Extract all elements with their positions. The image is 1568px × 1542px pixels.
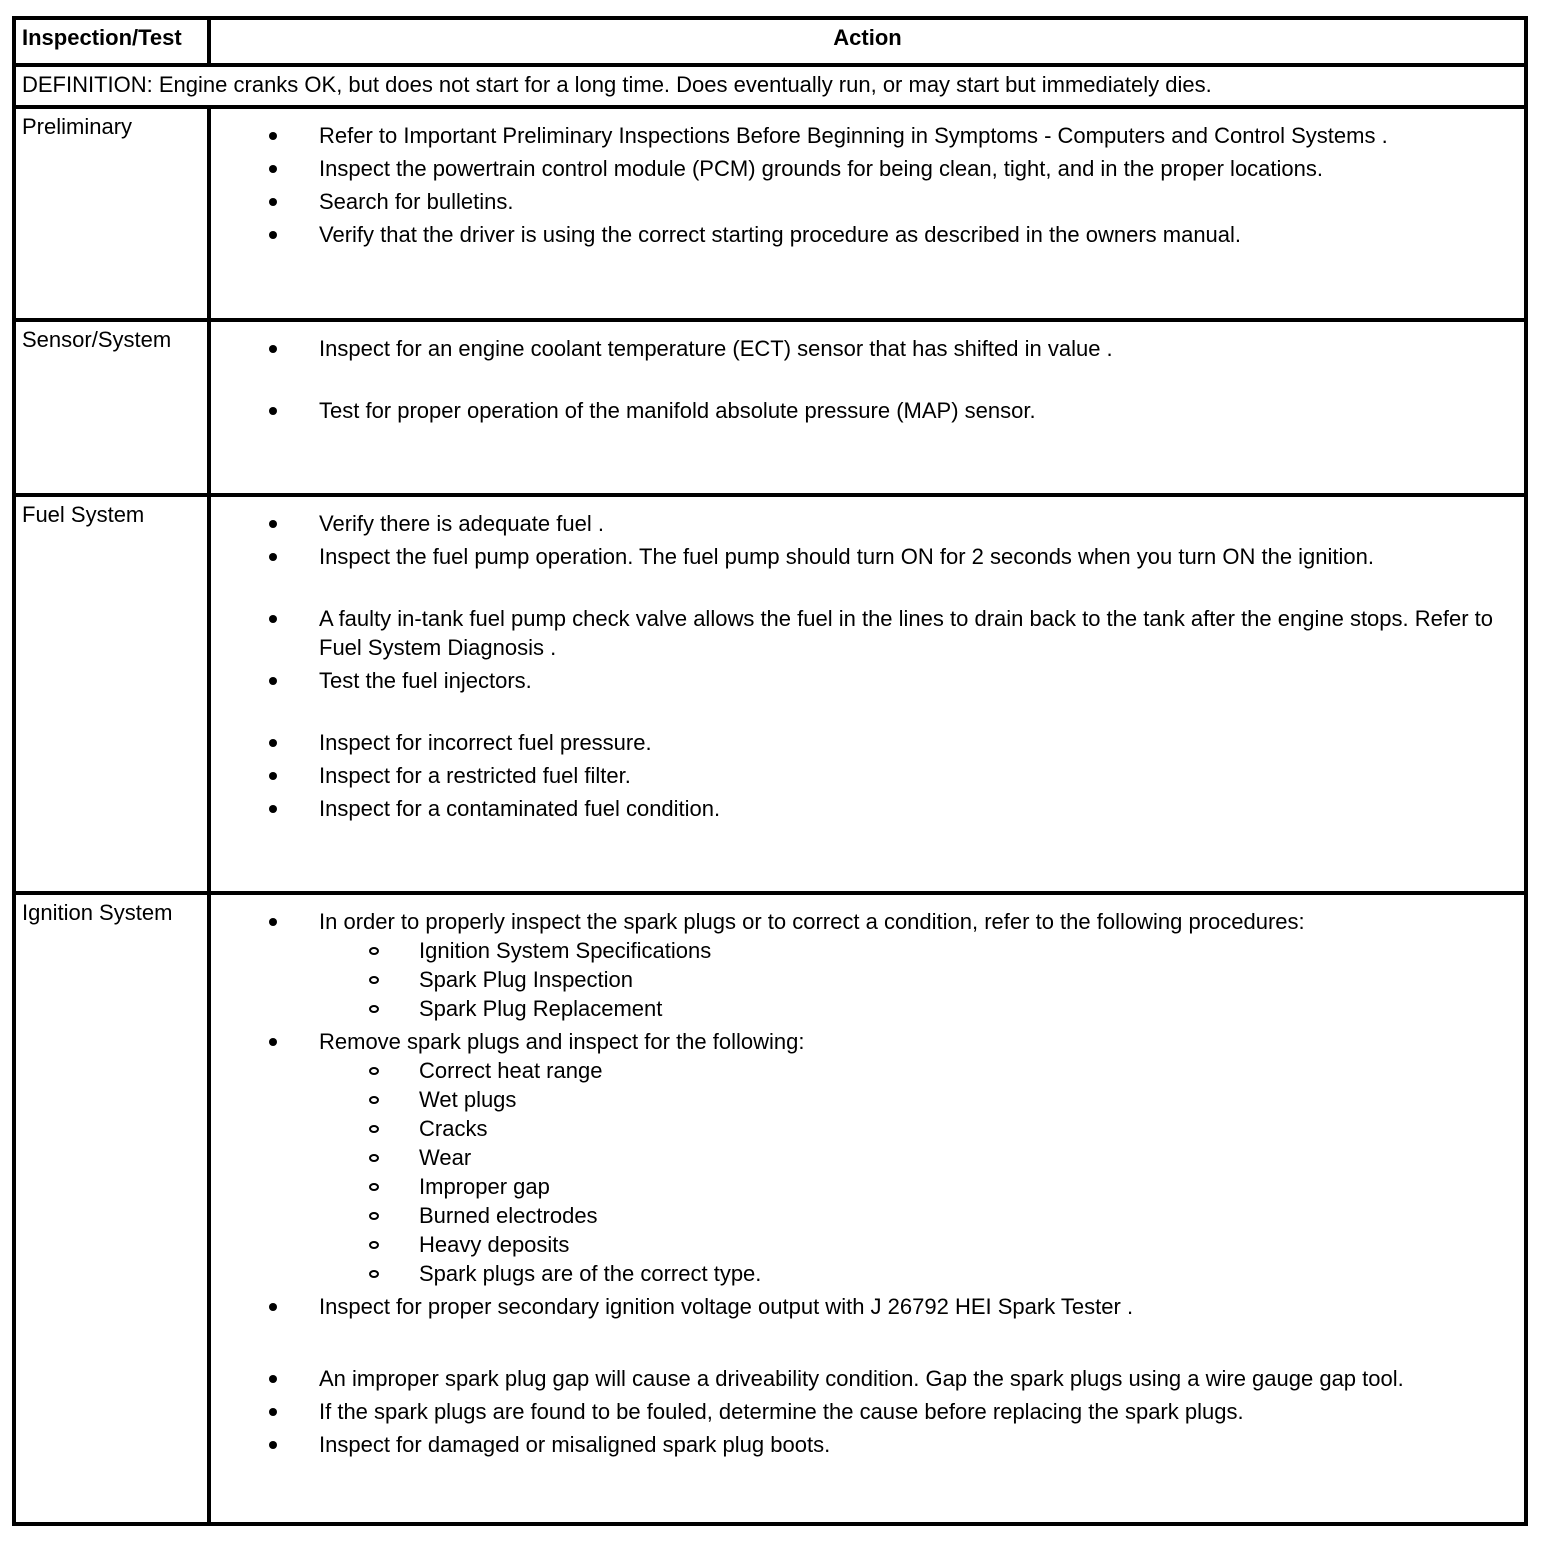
sub-list-item: [319, 1143, 1514, 1172]
list-item-text: In order to properly inspect the spark plugs or to correct a condition, refer to the following procedures:: [319, 909, 1305, 934]
list-item: [211, 604, 1524, 662]
bullet-icon: [269, 615, 277, 623]
bullet-icon: [269, 165, 277, 173]
sub-list-item: [319, 1201, 1514, 1230]
list-item-text: Test the fuel injectors.: [319, 668, 532, 693]
list-item-text: Verify there is adequate fuel .: [319, 511, 604, 536]
list-item: [211, 542, 1524, 571]
bullet-icon: [269, 198, 277, 206]
sub-list-item-text: Heavy deposits: [419, 1232, 570, 1257]
sub-list-item: [319, 1085, 1514, 1114]
list-item: [211, 121, 1524, 150]
fuel-actions: [211, 497, 1524, 891]
list-item: [211, 907, 1524, 1023]
sub-list-item-text: Correct heat range: [419, 1058, 603, 1083]
sub-list-item-text: Spark plugs are of the correct type.: [419, 1261, 762, 1286]
list-item-text: Inspect for a contaminated fuel condition.: [319, 796, 721, 821]
sub-list-item-text: Wear: [419, 1145, 472, 1170]
sensor-system-row: [16, 318, 1524, 493]
list-item-text: If the spark plugs are found to be fouled, determine the cause before replacing the spark plugs.: [319, 1399, 1244, 1424]
list-item: [211, 220, 1524, 249]
procedure-sublist: [319, 936, 1514, 1023]
bullet-icon: [269, 772, 277, 780]
definition-text: DEFINITION: Engine cranks OK, but does not start for a long time. Does eventually run, or may start but immediately dies.: [22, 72, 1212, 97]
list-item-text: Verify that the driver is using the correct starting procedure as described in the owners manual.: [319, 222, 1242, 247]
bullet-icon: [269, 231, 277, 239]
bullet-icon: [269, 520, 277, 528]
circle-bullet-icon: [369, 1067, 379, 1075]
list-item-text: Inspect for an engine coolant temperature (ECT) sensor that has shifted in value .: [319, 336, 1113, 361]
list-item-text: Inspect for damaged or misaligned spark plug boots.: [319, 1432, 831, 1457]
bullet-icon: [269, 805, 277, 813]
list-item: [211, 728, 1524, 757]
circle-bullet-icon: [369, 947, 379, 955]
list-item: [211, 1397, 1524, 1426]
row-label-fuel-system: Fuel System: [16, 497, 211, 891]
bullet-icon: [269, 553, 277, 561]
sub-list-item-text: Ignition System Specifications: [419, 938, 712, 963]
circle-bullet-icon: [369, 976, 379, 984]
sub-list-item-text: Cracks: [419, 1116, 488, 1141]
list-item: [211, 187, 1524, 216]
bullet-icon: [269, 1303, 277, 1311]
sensor-actions: [211, 322, 1524, 493]
bullet-icon: [269, 677, 277, 685]
circle-bullet-icon: [369, 1125, 379, 1133]
circle-bullet-icon: [369, 1212, 379, 1220]
header-inspection-test: Inspection/Test: [16, 20, 211, 63]
bullet-icon: [269, 1441, 277, 1449]
sub-list-item: [319, 1056, 1514, 1085]
list-item-text: Inspect for a restricted fuel filter.: [319, 763, 631, 788]
list-item-text: Remove spark plugs and inspect for the following:: [319, 1029, 805, 1054]
list-item: [211, 1027, 1524, 1288]
circle-bullet-icon: [369, 1270, 379, 1278]
list-item-text: Refer to Important Preliminary Inspections Before Beginning in Symptoms - Computers and Control Systems .: [319, 123, 1388, 148]
definition-row: [16, 63, 1524, 105]
diagnostic-table: [12, 16, 1528, 1526]
row-label-preliminary: Preliminary: [16, 109, 211, 318]
list-item: [211, 1292, 1524, 1321]
bullet-icon: [269, 1375, 277, 1383]
circle-bullet-icon: [369, 1096, 379, 1104]
list-item: [211, 794, 1524, 823]
sub-list-item: [319, 1114, 1514, 1143]
sub-list-item: [319, 1230, 1514, 1259]
list-item-text: Inspect for incorrect fuel pressure.: [319, 730, 652, 755]
sub-list-item: [319, 965, 1514, 994]
sub-list-item-text: Wet plugs: [419, 1087, 517, 1112]
circle-bullet-icon: [369, 1005, 379, 1013]
sub-list-item-text: Improper gap: [419, 1174, 550, 1199]
fuel-system-row: [16, 493, 1524, 891]
bullet-icon: [269, 1038, 277, 1046]
circle-bullet-icon: [369, 1241, 379, 1249]
list-item: [211, 509, 1524, 538]
list-item-text: Test for proper operation of the manifold absolute pressure (MAP) sensor.: [319, 398, 1036, 423]
sub-list-item: [319, 1172, 1514, 1201]
list-item: [211, 154, 1524, 183]
list-item-text: Inspect the fuel pump operation. The fuel pump should turn ON for 2 seconds when you turn ON the ignition.: [319, 544, 1374, 569]
preliminary-row: [16, 105, 1524, 318]
row-label-sensor-system: Sensor/System: [16, 322, 211, 493]
list-item: [211, 1364, 1524, 1393]
ignition-system-row: [16, 891, 1524, 1522]
preliminary-actions: [211, 109, 1524, 318]
list-item: [211, 761, 1524, 790]
list-item: [211, 1430, 1524, 1459]
circle-bullet-icon: [369, 1183, 379, 1191]
list-item-text: Inspect for proper secondary ignition voltage output with J 26792 HEI Spark Tester .: [319, 1294, 1134, 1319]
list-item: [211, 334, 1524, 363]
bullet-icon: [269, 345, 277, 353]
list-item: [211, 666, 1524, 695]
inspection-sublist: [319, 1056, 1514, 1288]
list-item-text: Search for bulletins.: [319, 189, 514, 214]
bullet-icon: [269, 1408, 277, 1416]
list-item-text: A faulty in-tank fuel pump check valve allows the fuel in the lines to drain back to the tank after the engine stops. Refer to Fuel System Diagnosis .: [319, 606, 1494, 660]
list-item: [211, 396, 1524, 425]
sub-list-item: [319, 994, 1514, 1023]
list-item-text: Inspect the powertrain control module (PCM) grounds for being clean, tight, and in the proper locations.: [319, 156, 1323, 181]
table-header-row: [16, 20, 1524, 63]
ignition-actions: [211, 895, 1524, 1522]
sub-list-item-text: Spark Plug Inspection: [419, 967, 634, 992]
sub-list-item-text: Spark Plug Replacement: [419, 996, 663, 1021]
sub-list-item-text: Burned electrodes: [419, 1203, 598, 1228]
list-item-text: An improper spark plug gap will cause a driveability condition. Gap the spark plugs using a wire gauge gap tool.: [319, 1366, 1404, 1391]
bullet-icon: [269, 739, 277, 747]
sub-list-item: [319, 1259, 1514, 1288]
sub-list-item: [319, 936, 1514, 965]
row-label-ignition-system: Ignition System: [16, 895, 211, 1522]
bullet-icon: [269, 407, 277, 415]
header-action: Action: [833, 25, 902, 50]
circle-bullet-icon: [369, 1154, 379, 1162]
bullet-icon: [269, 132, 277, 140]
bullet-icon: [269, 918, 277, 926]
